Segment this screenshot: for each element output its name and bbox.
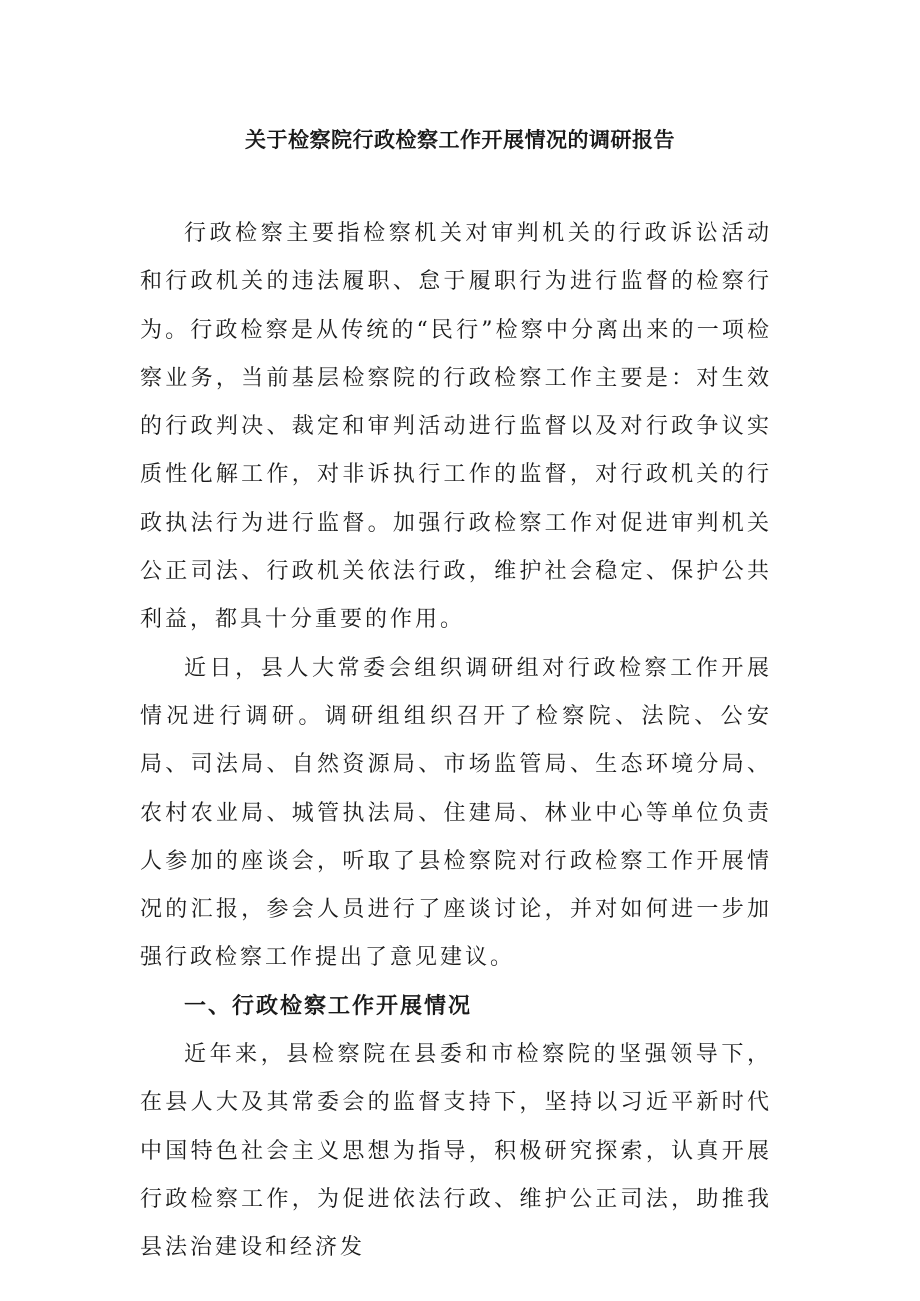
document-title: 关于检察院行政检察工作开展情况的调研报告 (245, 128, 675, 152)
paragraph-intro: 行政检察主要指检察机关对审判机关的行政诉讼活动和行政机关的违法履职、怠于履职行为进行监督的检察行为。行政检察是从传统的“民行”检察中分离出来的一项检察业务，当前基层检察院的行政检察工作主要是：对生效的行政判决、裁定和审判活动进行监督以及对行政争议实质性化解工作，对非诉执行工作的监督，对行政机关的行政执法行为进行监督。加强行政检察工作对促进审判机关公正司法、行政机关依法行政，维护社会稳定、保护公共利益，都具十分重要的作用。 (140, 221, 772, 633)
section-heading: 一、行政检察工作开展情况 (184, 993, 473, 1019)
document-body (140, 210, 772, 1273)
paragraph-section-body: 近年来，县检察院在县委和市检察院的坚强领导下，在县人大及其常委会的监督支持下，坚持以习近平新时代中国特色社会主义思想为指导，积极研究探索，认真开展行政检察工作，为促进依法行政、维护公正司法，助推我县法治建设和经济发 (140, 1042, 772, 1261)
paragraph-survey: 近日，县人大常委会组织调研组对行政检察工作开展情况进行调研。调研组组织召开了检察院、法院、公安局、司法局、自然资源局、市场监管局、生态环境分局、农村农业局、城管执法局、住建局、林业中心等单位负责人参加的座谈会，听取了县检察院对行政检察工作开展情况的汇报，参会人员进行了座谈讨论，并对如何进一步加强行政检察工作提出了意见建议。 (140, 655, 772, 971)
